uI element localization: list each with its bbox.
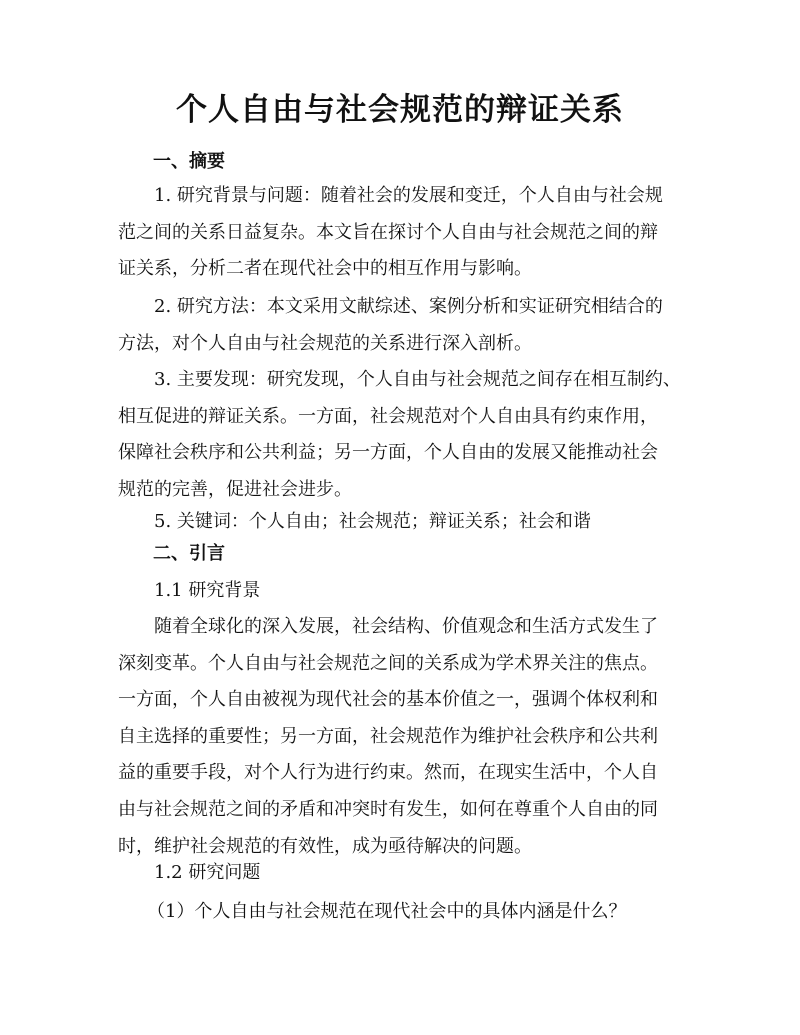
text-line: 一方面，个人自由被视为现代社会的基本价值之一，强调个体权利和 <box>118 689 658 711</box>
text-line: 时，维护社会规范的有效性，成为亟待解决的问题。 <box>118 835 532 857</box>
text-line: 随着全球化的深入发展，社会结构、价值观念和生活方式发生了 <box>154 616 658 637</box>
research-question-1: （1）个人自由与社会规范在现代社会中的具体内涵是什么？ <box>147 901 627 922</box>
abstract-item-3 <box>118 362 698 508</box>
text-line: 5. 关键词：个人自由；社会规范；辩证关系；社会和谐 <box>154 511 591 532</box>
text-line: 由与社会规范之间的矛盾和冲突时有发生，如何在尊重个人自由的同 <box>118 798 658 820</box>
text-line: 益的重要手段，对个人行为进行约束。然而，在现实生活中，个人自 <box>118 762 658 784</box>
text-line: 自主选择的重要性；另一方面，社会规范作为维护社会秩序和公共利 <box>118 725 658 747</box>
text-line: 范之间的关系日益复杂。本文旨在探讨个人自由与社会规范之间的辩 <box>118 221 658 243</box>
abstract-keywords <box>118 504 698 541</box>
intro-heading: 二、引言 <box>153 543 225 564</box>
abstract-item-2 <box>118 289 698 362</box>
text-line: 证关系，分析二者在现代社会中的相互作用与影响。 <box>118 258 532 280</box>
intro-subheading-1: 1.1 研究背景 <box>154 580 261 601</box>
text-line: 保障社会秩序和公共利益；另一方面，个人自由的发展又能推动社会 <box>118 442 658 464</box>
text-line: 规范的完善，促进社会进步。 <box>118 478 352 500</box>
text-line: 深刻变革。个人自由与社会规范之间的关系成为学术界关注的焦点。 <box>118 652 658 674</box>
abstract-heading: 一、摘要 <box>153 151 225 172</box>
intro-subheading-2: 1.2 研究问题 <box>154 862 261 883</box>
text-line: 方法，对个人自由与社会规范的关系进行深入剖析。 <box>118 332 532 354</box>
abstract-item-1 <box>118 178 698 288</box>
text-line: 1. 研究背景与问题：随着社会的发展和变迁，个人自由与社会规 <box>154 185 663 206</box>
text-line: 3. 主要发现：研究发现，个人自由与社会规范之间存在相互制约、 <box>154 369 681 390</box>
intro-paragraph-1 <box>118 609 698 865</box>
text-line: 2. 研究方法：本文采用文献综述、案例分析和实证研究相结合的 <box>154 296 663 317</box>
text-line: 相互促进的辩证关系。一方面，社会规范对个人自由具有约束作用， <box>118 405 658 427</box>
document-title: 个人自由与社会规范的辩证关系 <box>176 92 624 128</box>
